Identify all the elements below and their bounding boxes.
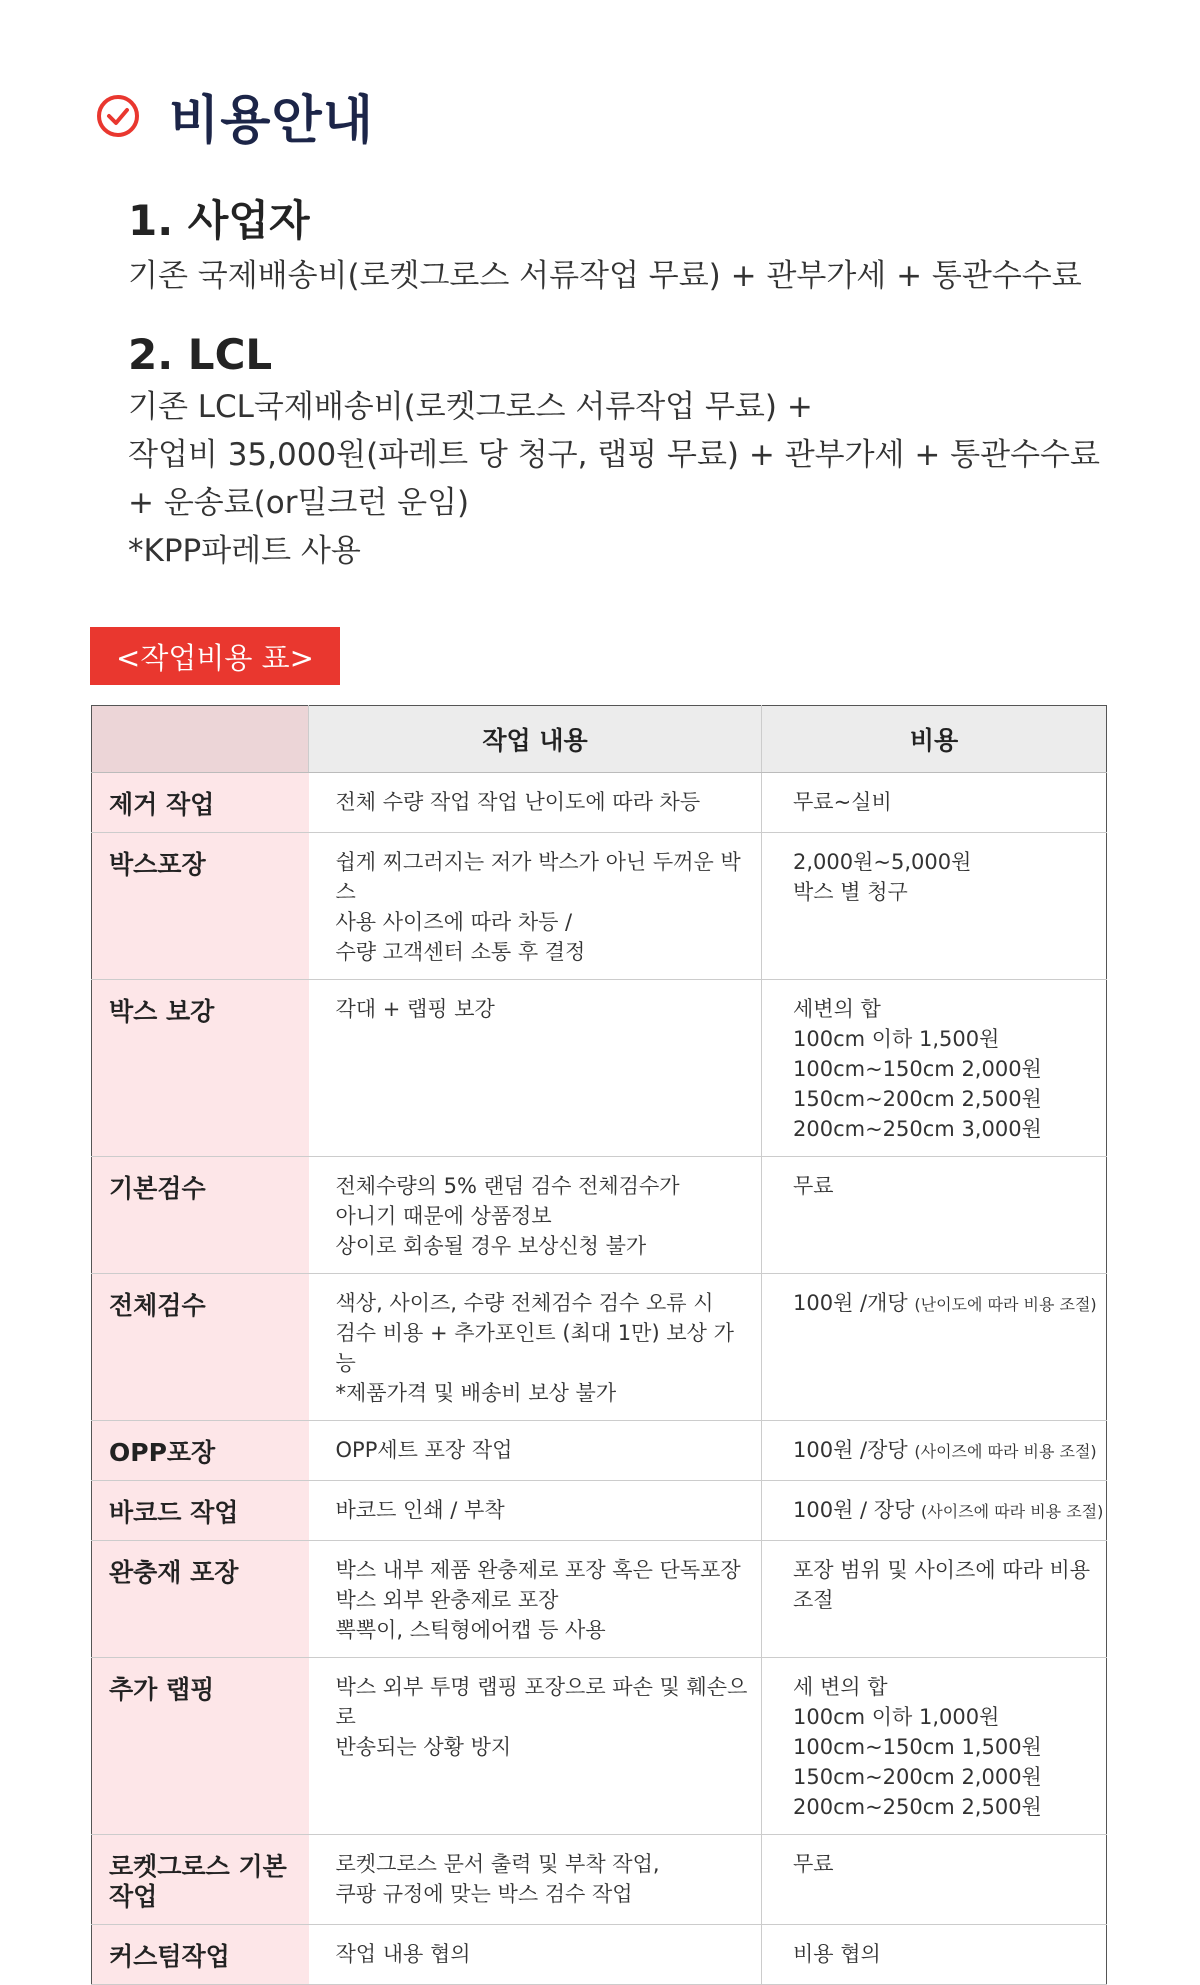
row-cost: 100원 / 장당 [793, 1498, 922, 1522]
row-cost: 세 변의 합 100cm 이하 1,000원 100cm~150cm 1,500원 150cm~200cm 2,000원 200cm~250cm 2,500원 [793, 1675, 1042, 1819]
section-heading: 1. 사업자 [128, 196, 310, 245]
table-row [92, 1274, 1107, 1421]
row-name: 완충재 포장 [92, 1541, 309, 1658]
check-circle-icon [95, 93, 141, 139]
row-name: 박스 보강 [92, 980, 309, 1157]
table-row [92, 980, 1107, 1157]
row-cost: 무료 [793, 1174, 834, 1198]
row-description: 전체 수량 작업 작업 난이도에 따라 차등 [309, 773, 762, 833]
row-cost-cell [762, 1658, 1107, 1835]
section-line: *KPP파레트 사용 [128, 533, 361, 569]
row-cost: 무료 [793, 1852, 834, 1876]
row-description: 전체수량의 5% 랜덤 검수 전체검수가 아니기 때문에 상품정보 상이로 회송될 경우 보상신청 불가 [309, 1157, 762, 1274]
row-cost-cell [762, 1481, 1107, 1541]
section-business [128, 188, 1082, 300]
row-name: 로켓그로스 기본작업 [92, 1835, 309, 1925]
row-cost-cell [762, 1274, 1107, 1421]
table-row [92, 1658, 1107, 1835]
table-row [92, 773, 1107, 833]
row-cost: 세변의 합 100cm 이하 1,500원 100cm~150cm 2,000원 150cm~200cm 2,500원 200cm~250cm 3,000원 [793, 997, 1042, 1141]
row-name: OPP포장 [92, 1421, 309, 1481]
header-cell-work: 작업 내용 [309, 706, 762, 773]
row-name: 박스포장 [92, 833, 309, 980]
row-cost: 100원 /장당 [793, 1438, 915, 1462]
table-row [92, 1481, 1107, 1541]
row-name: 추가 랩핑 [92, 1658, 309, 1835]
page-header [95, 78, 374, 153]
row-cost-cell [762, 1835, 1107, 1925]
table-row [92, 1421, 1107, 1481]
row-name: 전체검수 [92, 1274, 309, 1421]
table-row [92, 1925, 1107, 1985]
row-description: 로켓그로스 문서 출력 및 부착 작업, 쿠팡 규정에 맞는 박스 검수 작업 [309, 1835, 762, 1925]
row-cost-cell [762, 833, 1107, 980]
table-row [92, 1157, 1107, 1274]
table-row [92, 1835, 1107, 1925]
row-description: 박스 외부 투명 랩핑 포장으로 파손 및 훼손으로 반송되는 상황 방지 [309, 1658, 762, 1835]
page-title: 비용안내 [169, 91, 374, 151]
section-lcl [128, 330, 1100, 575]
row-cost: 포장 범위 및 사이즈에 따라 비용 조절 [793, 1558, 1091, 1612]
row-name: 바코드 작업 [92, 1481, 309, 1541]
row-cost-cell [762, 980, 1107, 1157]
row-cost: 무료~실비 [793, 790, 892, 814]
header-cell-cost: 비용 [762, 706, 1107, 773]
row-description: 각대 + 랩핑 보강 [309, 980, 762, 1157]
row-name: 커스텀작업 [92, 1925, 309, 1985]
cost-table [91, 705, 1107, 1985]
row-cost-note: (사이즈에 따라 비용 조절) [921, 1502, 1104, 1521]
row-name: 제거 작업 [92, 773, 309, 833]
row-description: 쉽게 찌그러지는 저가 박스가 아닌 두꺼운 박스 사용 사이즈에 따라 차등 / 수량 고객센터 소통 후 결정 [309, 833, 762, 980]
section-heading: 2. LCL [128, 330, 273, 379]
row-cost-cell [762, 1541, 1107, 1658]
section-text: 기존 국제배송비(로켓그로스 서류작업 무료) + 관부가세 + 통관수수료 [128, 258, 1082, 294]
row-cost: 2,000원~5,000원 박스 별 청구 [793, 850, 972, 904]
table-row [92, 1541, 1107, 1658]
table-header-row [92, 706, 1107, 773]
row-cost: 비용 협의 [793, 1942, 881, 1966]
row-cost-cell [762, 1421, 1107, 1481]
row-description: 박스 내부 제품 완충제로 포장 혹은 단독포장 박스 외부 완충제로 포장 뽁뽁이, 스틱형에어캡 등 사용 [309, 1541, 762, 1658]
row-name: 기본검수 [92, 1157, 309, 1274]
row-description: 바코드 인쇄 / 부착 [309, 1481, 762, 1541]
header-cell-empty [92, 706, 309, 773]
row-cost: 100원 /개당 [793, 1291, 915, 1315]
section-line: 기존 LCL국제배송비(로켓그로스 서류작업 무료) + [128, 389, 813, 425]
row-cost-cell [762, 773, 1107, 833]
row-cost-cell [762, 1157, 1107, 1274]
row-description: OPP세트 포장 작업 [309, 1421, 762, 1481]
section-line: 작업비 35,000원(파레트 당 청구, 랩핑 무료) + 관부가세 + 통관수수료 [128, 437, 1100, 473]
table-row [92, 833, 1107, 980]
row-cost-cell [762, 1925, 1107, 1985]
row-cost-note: (사이즈에 따라 비용 조절) [914, 1442, 1097, 1461]
row-description: 색상, 사이즈, 수량 전체검수 검수 오류 시 검수 비용 + 추가포인트 (최대 1만) 보상 가능 *제품가격 및 배송비 보상 불가 [309, 1274, 762, 1421]
row-cost-note: (난이도에 따라 비용 조절) [914, 1295, 1097, 1314]
row-description: 작업 내용 협의 [309, 1925, 762, 1985]
section-line: + 운송료(or밀크런 운임) [128, 485, 470, 521]
table-title-badge: <작업비용 표> [90, 627, 340, 685]
